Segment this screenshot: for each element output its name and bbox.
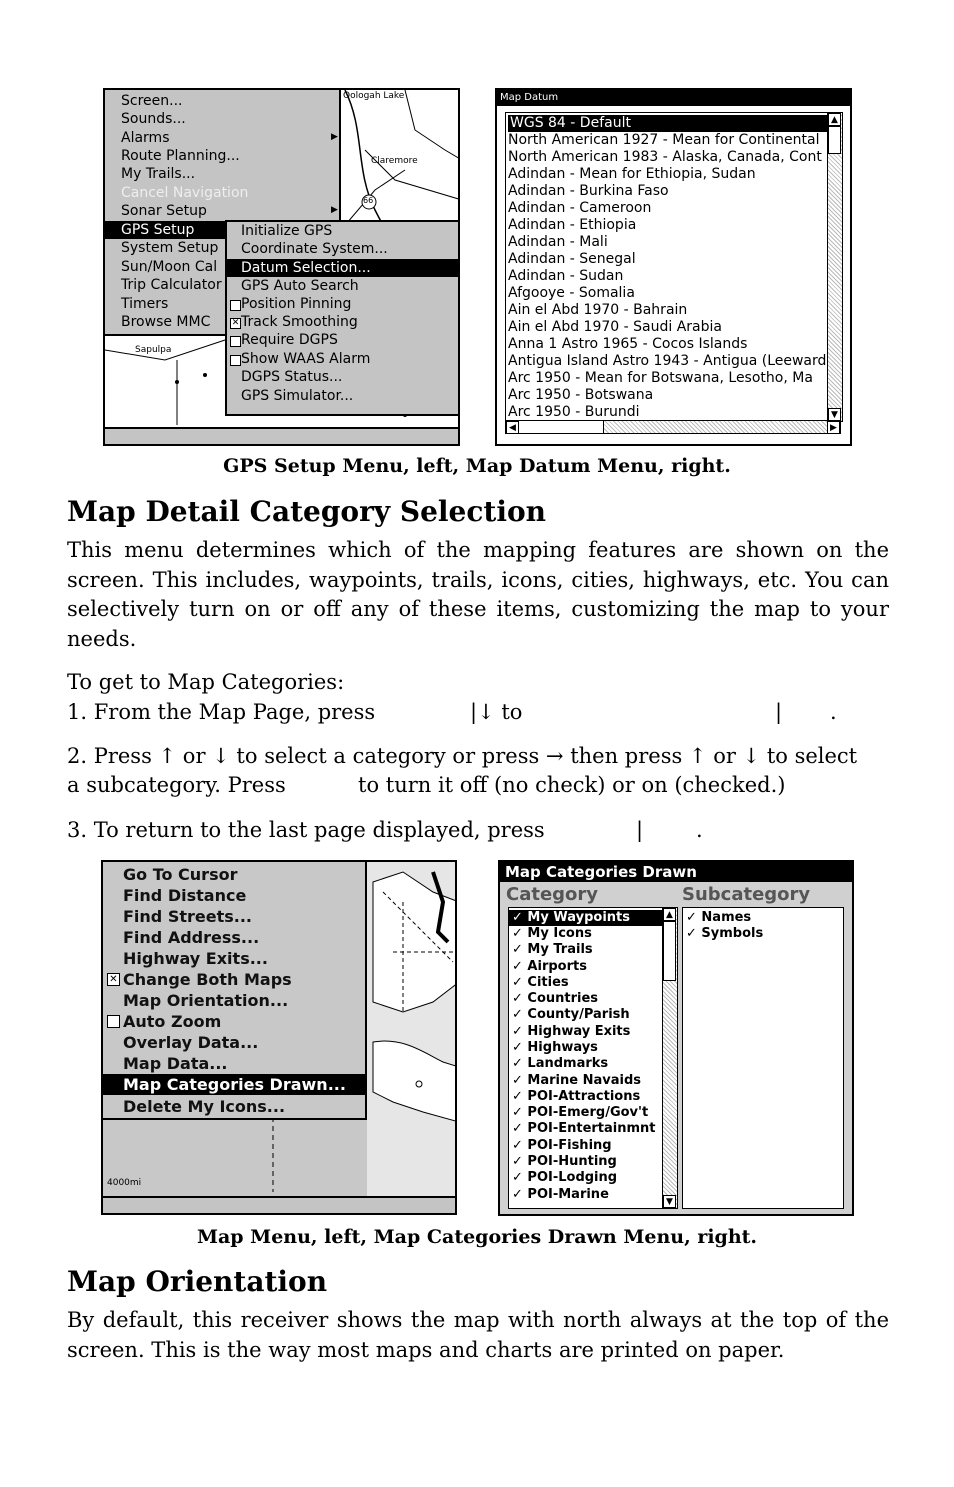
datum-item[interactable]: Adindan - Cameroon bbox=[508, 200, 652, 216]
step3-sep: | bbox=[636, 818, 644, 842]
caption-gps-setup: GPS Setup Menu, left, Map Datum Menu, right. bbox=[223, 455, 731, 477]
menu-item-timers[interactable]: Timers bbox=[121, 296, 169, 312]
category-item[interactable]: ✓ My Waypoints bbox=[509, 910, 662, 926]
menu-item-sonar-setup[interactable]: Sonar Setup bbox=[121, 203, 207, 219]
menu-delete-my-icons[interactable]: Delete My Icons... bbox=[123, 1097, 286, 1116]
datum-vertical-scrollbar[interactable] bbox=[827, 113, 842, 421]
menu-item-cancel-navigation: Cancel Navigation bbox=[121, 185, 249, 201]
menu-go-to-cursor[interactable]: Go To Cursor bbox=[123, 865, 238, 884]
submenu-track-smoothing[interactable]: Track Smoothing bbox=[241, 314, 358, 330]
datum-item[interactable]: Ain el Abd 1970 - Saudi Arabia bbox=[508, 319, 722, 335]
submenu-gps-auto-search[interactable]: GPS Auto Search bbox=[241, 278, 359, 294]
scroll-thumb[interactable] bbox=[663, 921, 676, 981]
menu-item-route-planning[interactable]: Route Planning... bbox=[121, 148, 240, 164]
datum-item[interactable]: Arc 1950 - Burundi bbox=[508, 404, 640, 420]
category-scrollbar[interactable] bbox=[662, 908, 677, 1208]
track-smoothing-checkbox[interactable]: ✕ bbox=[231, 318, 240, 328]
datum-item[interactable]: Anna 1 Astro 1965 - Cocos Islands bbox=[508, 336, 748, 352]
map-status-bar bbox=[103, 1196, 455, 1213]
category-label: POI-Lodging bbox=[527, 1170, 618, 1185]
hscroll-thumb[interactable] bbox=[519, 421, 604, 433]
submenu-gps-simulator[interactable]: GPS Simulator... bbox=[241, 388, 354, 404]
category-label: POI-Hunting bbox=[527, 1154, 617, 1169]
caption-map-menu: Map Menu, left, Map Categories Drawn Menu, right. bbox=[196, 1226, 758, 1248]
datum-item[interactable]: Afgooye - Somalia bbox=[508, 285, 635, 301]
step1-sep2: | bbox=[775, 700, 783, 724]
category-label: My Trails bbox=[527, 942, 593, 957]
step3-text: 3. To return to the last page displayed, press bbox=[67, 818, 545, 842]
step1-key-sep: |↓ to bbox=[470, 700, 523, 724]
category-label: Highway Exits bbox=[527, 1024, 631, 1039]
category-label: POI-Marine bbox=[527, 1187, 609, 1202]
menu-find-distance[interactable]: Find Distance bbox=[123, 886, 247, 905]
menu-item-screen[interactable]: Screen... bbox=[121, 93, 183, 109]
map-main-menu bbox=[103, 862, 367, 1120]
datum-item[interactable]: WGS 84 - Default bbox=[508, 115, 828, 132]
map-datum-screenshot bbox=[495, 88, 852, 446]
step2-line1: 2. Press ↑ or ↓ to select a category or press → then press ↑ or ↓ to select bbox=[67, 744, 858, 768]
menu-item-gps-setup[interactable]: GPS Setup bbox=[105, 221, 225, 239]
subcategory-item[interactable]: ✓ Symbols bbox=[686, 926, 764, 941]
menu-find-address[interactable]: Find Address... bbox=[123, 928, 260, 947]
menu-map-categories-drawn[interactable]: Map Categories Drawn... bbox=[103, 1074, 365, 1095]
map-categories-screenshot bbox=[498, 860, 854, 1216]
submenu-datum-selection[interactable]: Datum Selection... bbox=[227, 259, 459, 277]
category-item[interactable]: ✓ My Trails bbox=[512, 942, 593, 957]
category-label: Landmarks bbox=[527, 1056, 609, 1071]
category-label: Highways bbox=[527, 1040, 598, 1055]
datum-item[interactable]: Antigua Island Astro 1943 - Antigua (Leeward bbox=[508, 353, 826, 369]
menu-map-orientation[interactable]: Map Orientation... bbox=[123, 991, 289, 1010]
category-item[interactable]: ✓ Cities bbox=[512, 975, 569, 990]
scroll-up-icon[interactable]: ▲ bbox=[663, 908, 676, 921]
step1-text: 1. From the Map Page, press bbox=[67, 700, 376, 724]
gps-status-bar bbox=[105, 427, 458, 444]
menu-item-alarms[interactable]: Alarms bbox=[121, 130, 170, 146]
position-pinning-checkbox[interactable] bbox=[230, 300, 241, 311]
menu-item-sun-moon[interactable]: Sun/Moon Cal bbox=[121, 259, 218, 275]
submenu-dgps-status[interactable]: DGPS Status... bbox=[241, 369, 343, 385]
alarms-arrow-icon: ▶ bbox=[331, 132, 338, 142]
paragraph-map-orientation: By default, this receiver shows the map with north always at the top of the screen. This is the way most maps and charts are printed on paper. bbox=[67, 1308, 889, 1362]
menu-auto-zoom[interactable]: Auto Zoom bbox=[123, 1012, 222, 1031]
category-item[interactable]: ✓ Marine Navaids bbox=[512, 1073, 641, 1088]
category-label: Airports bbox=[527, 959, 587, 974]
category-label: Marine Navaids bbox=[527, 1073, 641, 1088]
category-item[interactable]: ✓ POI-Fishing bbox=[512, 1138, 612, 1153]
datum-horizontal-scrollbar[interactable] bbox=[505, 420, 841, 434]
menu-item-browse-mmc[interactable]: Browse MMC bbox=[121, 314, 211, 330]
map-menu-screenshot bbox=[101, 860, 457, 1215]
gps-setup-submenu bbox=[225, 220, 460, 416]
category-label: POI-Attractions bbox=[527, 1089, 641, 1104]
category-label: POI-Entertainmnt bbox=[527, 1121, 656, 1136]
gps-setup-screenshot bbox=[103, 88, 460, 446]
datum-item[interactable]: North American 1927 - Mean for Continental bbox=[508, 132, 820, 148]
instructions-intro: To get to Map Categories: bbox=[67, 670, 345, 694]
show-waas-checkbox[interactable] bbox=[230, 355, 241, 366]
category-label: POI-Emerg/Gov't bbox=[527, 1105, 649, 1120]
category-item[interactable]: ✓ POI-Marine bbox=[512, 1187, 609, 1202]
scroll-down-icon[interactable]: ▼ bbox=[663, 1195, 676, 1208]
map-label-sapulpa: Sapulpa bbox=[135, 345, 172, 355]
datum-item[interactable]: North American 1983 - Alaska, Canada, Cont bbox=[508, 149, 822, 165]
heading-map-orientation: Map Orientation bbox=[67, 1265, 328, 1298]
category-item[interactable]: ✓ My Icons bbox=[512, 926, 592, 941]
datum-item[interactable]: Adindan - Sudan bbox=[508, 268, 624, 284]
datum-item[interactable]: Ain el Abd 1970 - Bahrain bbox=[508, 302, 688, 318]
datum-item[interactable]: Adindan - Senegal bbox=[508, 251, 636, 267]
step1-end: . bbox=[830, 700, 837, 724]
require-dgps-checkbox[interactable] bbox=[230, 336, 241, 347]
step2-line2-a: a subcategory. Press bbox=[67, 773, 286, 797]
category-item[interactable]: ✓ Countries bbox=[512, 991, 599, 1006]
menu-find-streets[interactable]: Find Streets... bbox=[123, 907, 252, 926]
datum-list[interactable] bbox=[505, 112, 843, 422]
datum-item[interactable]: Adindan - Mali bbox=[508, 234, 608, 250]
category-label: County/Parish bbox=[527, 1007, 630, 1022]
datum-item[interactable]: Adindan - Burkina Faso bbox=[508, 183, 669, 199]
category-item[interactable]: ✓ Highway Exits bbox=[512, 1024, 631, 1039]
category-label: My Waypoints bbox=[527, 910, 630, 925]
heading-map-detail: Map Detail Category Selection bbox=[67, 495, 546, 528]
category-column-header: Category bbox=[506, 884, 599, 905]
menu-item-my-trails[interactable]: My Trails... bbox=[121, 166, 196, 182]
map-scale-label: 4000mi bbox=[107, 1178, 142, 1188]
step3-end: . bbox=[696, 818, 703, 842]
paragraph-map-detail: This menu determines which of the mapping features are shown on the screen. This includes, waypoints, trails, icons, cities, highways, etc. You can selectively turn on or off any of these items, customizing the map to your needs. bbox=[67, 538, 889, 651]
menu-map-data[interactable]: Map Data... bbox=[123, 1054, 228, 1073]
datum-item[interactable]: Adindan - Ethiopia bbox=[508, 217, 637, 233]
menu-overlay-data[interactable]: Overlay Data... bbox=[123, 1033, 259, 1052]
datum-title-bar: Map Datum bbox=[497, 90, 850, 106]
category-item[interactable]: ✓ Airports bbox=[512, 959, 587, 974]
change-both-maps-checkbox[interactable]: ✕ bbox=[107, 973, 120, 986]
subcategory-label: Symbols bbox=[701, 926, 764, 941]
scroll-right-icon[interactable]: ▶ bbox=[827, 421, 840, 434]
category-list[interactable] bbox=[508, 907, 678, 1209]
subcategory-column-header: Subcategory bbox=[682, 884, 811, 905]
scroll-left-icon[interactable]: ◀ bbox=[506, 421, 519, 434]
category-label: POI-Fishing bbox=[527, 1138, 612, 1153]
submenu-require-dgps[interactable]: Require DGPS bbox=[241, 332, 338, 348]
map-label-claremore: Claremore bbox=[371, 156, 418, 166]
menu-highway-exits[interactable]: Highway Exits... bbox=[123, 949, 268, 968]
datum-item[interactable]: Arc 1950 - Mean for Botswana, Lesotho, Ma bbox=[508, 370, 813, 386]
category-item[interactable]: ✓ POI-Lodging bbox=[512, 1170, 618, 1185]
datum-item[interactable]: Arc 1950 - Botswana bbox=[508, 387, 654, 403]
category-label: Countries bbox=[527, 991, 599, 1006]
category-label: My Icons bbox=[527, 926, 592, 941]
category-item[interactable]: ✓ Highways bbox=[512, 1040, 598, 1055]
category-item[interactable]: ✓ Landmarks bbox=[512, 1056, 609, 1071]
menu-item-system-setup[interactable]: System Setup bbox=[121, 240, 219, 256]
map-label-route: 66 bbox=[363, 196, 374, 205]
category-item[interactable]: ✓ POI-Emerg/Gov't bbox=[512, 1105, 649, 1120]
menu-item-sounds[interactable]: Sounds... bbox=[121, 111, 186, 127]
submenu-show-waas-alarm[interactable]: Show WAAS Alarm bbox=[241, 351, 371, 367]
scroll-thumb[interactable] bbox=[828, 126, 841, 154]
subcategory-list[interactable] bbox=[682, 907, 844, 1209]
submenu-initialize-gps[interactable]: Initialize GPS bbox=[241, 223, 333, 239]
categories-title-bar: Map Categories Drawn bbox=[500, 862, 852, 882]
category-item[interactable]: ✓ POI-Entertainmnt bbox=[512, 1121, 656, 1136]
map-label-lake: Oologah Lake bbox=[343, 91, 405, 101]
category-label: Cities bbox=[527, 975, 569, 990]
subcategory-label: Names bbox=[701, 910, 752, 925]
category-item[interactable]: ✓ POI-Attractions bbox=[512, 1089, 641, 1104]
scroll-up-icon[interactable]: ▲ bbox=[828, 113, 841, 126]
step2-line2-b: to turn it off (no check) or on (checked.) bbox=[358, 773, 786, 797]
datum-item[interactable]: Adindan - Mean for Ethiopia, Sudan bbox=[508, 166, 756, 182]
scroll-down-icon[interactable]: ▼ bbox=[828, 408, 841, 421]
category-item[interactable]: ✓ County/Parish bbox=[512, 1007, 630, 1022]
category-item[interactable]: ✓ POI-Hunting bbox=[512, 1154, 617, 1169]
submenu-position-pinning[interactable]: Position Pinning bbox=[241, 296, 352, 312]
menu-item-trip-calculator[interactable]: Trip Calculator bbox=[121, 277, 222, 293]
submenu-coordinate-system[interactable]: Coordinate System... bbox=[241, 241, 388, 257]
sonar-arrow-icon: ▶ bbox=[331, 205, 338, 215]
auto-zoom-checkbox[interactable] bbox=[107, 1015, 120, 1028]
subcategory-item[interactable]: ✓ Names bbox=[686, 910, 752, 925]
menu-change-both-maps[interactable]: Change Both Maps bbox=[123, 970, 292, 989]
